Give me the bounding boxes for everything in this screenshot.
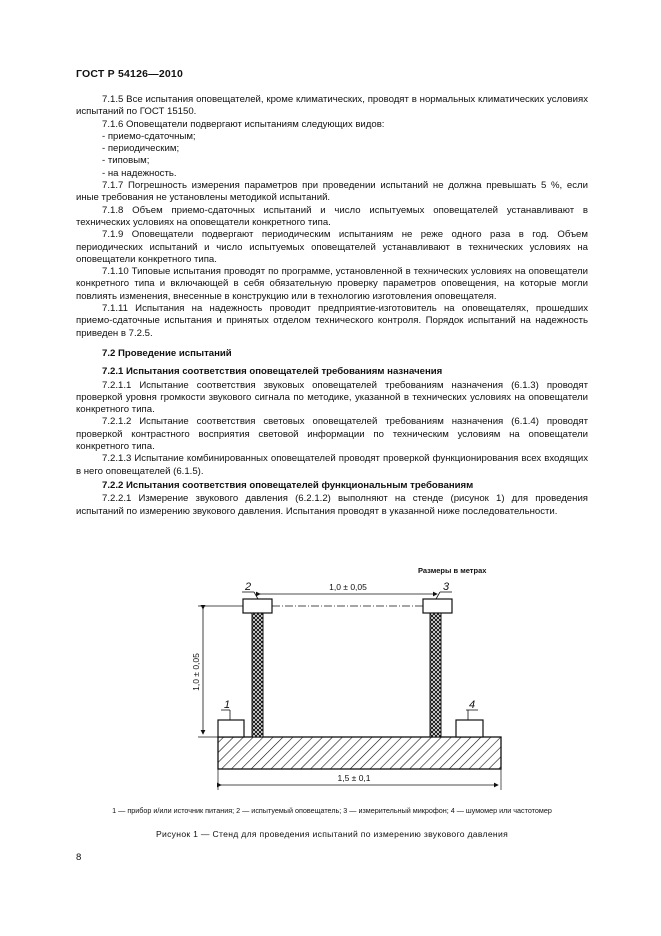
paragraph-7-1-6: 7.1.6 Оповещатели подвергают испытаниям следующих видов: bbox=[102, 118, 385, 130]
figure-caption: Рисунок 1 — Стенд для проведения испытаний по измерению звукового давления bbox=[155, 829, 509, 839]
paragraph-7-1-5: 7.1.5 Все испытания оповещателей, кроме климатических, проводят в нормальных климатических условиях испытаний по ГОСТ 15150. bbox=[76, 94, 588, 118]
legend-number: 3 bbox=[343, 806, 348, 815]
paragraph-7-1-7: 7.1.7 Погрешность измерения параметров при проведении испытаний не должна превышать 5 %, если иные требования не установлены методикой испытаний. bbox=[76, 180, 588, 204]
paragraph-7-2-1-2: 7.2.1.2 Испытание соответствия световых оповещателей требованиям назначения (6.1.4) проводят проверкой контрастного восприятия световой информации по техническим условиям на оповещатели конкретного типа. bbox=[76, 416, 588, 453]
callout-label: 2 bbox=[245, 581, 252, 593]
units-note: Размеры в метрах bbox=[418, 566, 487, 575]
legend-text: — испытуемый оповещатель; bbox=[240, 806, 344, 815]
legend-number: 4 bbox=[450, 806, 455, 815]
subsection-heading-7-2-2: 7.2.2 Испытания соответствия оповещателей функциональным требованиям bbox=[102, 479, 474, 491]
paragraph-7-1-10: 7.1.10 Типовые испытания проводят по программе, установленной в технических условиях на оповещатели конкретного типа и включающей в себя обязательную проверку параметров оповещения, на которые могли повлиять изменения, внесенные в конструкцию или в технологию изготовления оповещателя. bbox=[76, 266, 588, 302]
callout-label: 1 bbox=[224, 699, 231, 711]
callout-leader bbox=[254, 592, 258, 599]
paragraph-7-1-9: 7.1.9 Оповещатели подвергают периодическим испытаниям не реже одного раза в год. Объем периодических испытаний и число испытуемых оповещателей устанавливают в технических условиях на оповещатели конкретного типа. bbox=[76, 229, 588, 265]
right-mast bbox=[430, 611, 441, 737]
callout-label: 3 bbox=[443, 581, 450, 593]
paragraph-7-2-1-1: 7.2.1.1 Испытание соответствия звуковых оповещателей требованиям назначения (6.1.3) проводят проверкой уровня громкости звукового сигнала по методике, указанной в технических условиях на оповещатели конкретного типа. bbox=[76, 379, 588, 416]
section-heading-7-2: 7.2 Проведение испытаний bbox=[102, 347, 232, 359]
legend-text: — прибор и/или источник питания; bbox=[116, 806, 237, 815]
legend-number: 1 bbox=[112, 806, 117, 815]
power-source-box bbox=[218, 720, 244, 737]
list-item: - приемо-сдаточным; bbox=[102, 130, 196, 142]
dimension-top-label: 1,0 ± 0,05 bbox=[329, 582, 367, 592]
stand-base bbox=[218, 737, 501, 769]
legend-text: — измерительный микрофон; bbox=[347, 806, 451, 815]
dimension-bottom-label: 1,5 ± 0,1 bbox=[337, 773, 371, 783]
subsection-heading-7-2-1: 7.2.1 Испытания соответствия оповещателей требованиям назначения bbox=[102, 366, 443, 378]
paragraph-7-1-11: 7.1.11 Испытания на надежность проводит предприятие-изготовитель на оповещателях, прошедших приемо-сдаточные испытания и принятых отделом технического контроля. Порядок испытаний на надежность приведен в 7.2.5. bbox=[76, 303, 588, 339]
list-item: - периодическим; bbox=[102, 143, 180, 155]
page-number: 8 bbox=[76, 852, 82, 863]
device-under-test-box bbox=[243, 599, 272, 613]
legend-text: — шумомер или частотомер bbox=[454, 806, 552, 815]
list-item: - типовым; bbox=[102, 155, 150, 167]
dimension-side-label: 1,0 ± 0,05 bbox=[191, 653, 201, 691]
callout-label: 4 bbox=[469, 699, 476, 711]
left-mast bbox=[252, 611, 263, 737]
legend-number: 2 bbox=[236, 806, 241, 815]
document-header: ГОСТ Р 54126—2010 bbox=[76, 68, 184, 80]
microphone-box bbox=[423, 599, 452, 613]
sound-meter-box bbox=[456, 720, 483, 737]
callout-leader bbox=[436, 592, 440, 599]
figure-legend bbox=[76, 806, 588, 815]
paragraph-7-2-1-3: 7.2.1.3 Испытание комбинированных оповещателей проводят проверкой функционирования всех входящих в него оповещателей (6.1.5). bbox=[76, 453, 588, 477]
paragraph-7-2-2-1: 7.2.2.1 Измерение звукового давления (6.2.1.2) выполняют на стенде (рисунок 1) для проведения испытаний по измерению звукового давления. Испытания проводят в указанной ниже последовательности. bbox=[76, 493, 588, 517]
list-item: - на надежность. bbox=[102, 167, 177, 179]
paragraph-7-1-8: 7.1.8 Объем приемо-сдаточных испытаний и число испытуемых оповещателей устанавливают в технических условиях на оповещатели конкретного типа. bbox=[76, 204, 588, 228]
